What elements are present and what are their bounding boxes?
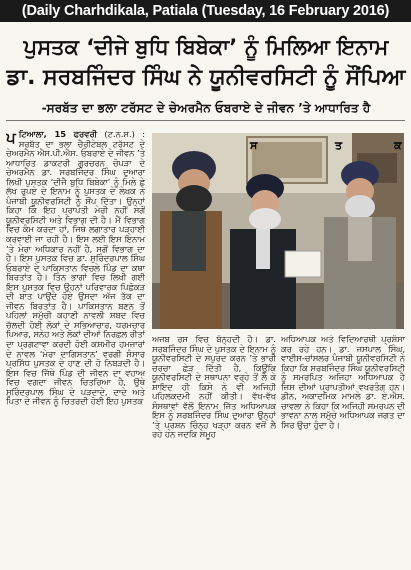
photo-mark-1: ਸ bbox=[250, 139, 258, 152]
headline-line-1: ਪੁਸਤਕ ‘ਦੀਜੇ ਬੁਧਿ ਬਿਬੇਕਾ’ ਨੂੰ ਮਿਲਿਆ ਇਨਾਮ bbox=[23, 35, 389, 59]
photo-mark-3: ਕ bbox=[394, 139, 402, 152]
article-column-1 bbox=[6, 130, 145, 566]
article-text-column-3: ਅਧਿਆਪਕ ਅਤੇ ਵਿਦਿਆਰਥੀ ਪ੍ਰਸ਼ੰਸਾ ਕਰ ਰਹੇ ਹਨ। ਡਾ. ਜਸਪਾਲ ਸਿੰਘ, ਵਾਈਸ-ਚਾਂਸਲਰ ਪੰਜਾਬੀ ਯੂਨੀਵਰਸਿਟੀ ਨੇ ਕਿਹਾ ਕਿ ਸਰਬਜਿੰਦਰ ਸਿੰਘ ਯੂਨੀਵਰਸਿਟੀ ਨੂੰ ਸਮਰਪਿਤ ਅਜਿਹਾ ਅਧਿਆਪਕ ਹੈ ਜਿਸ ਦੀਆਂ ਪ੍ਰਾਪਤੀਆਂ ਵਖਰਤੰਗ ਹਨ। ਡੀਨ, ਅਕਾਦਮਿਕ ਮਾਮਲੇ ਡਾ. ਏ.ਐਸ. ਚਾਵਲਾ ਨੇ ਕਿਹਾ ਕਿ ਅਜਿਹੀ ਸਮਰਪਨ ਦੀ ਭਾਵਨਾ ਨਾਲ ਸਮੁੱਚੇ ਅਧਿਆਪਕ ਜਗਤ ਦਾ ਸਿਰ ਉਚਾ ਹੁੰਦਾ ਹੈ। bbox=[281, 335, 405, 430]
article-column-2 bbox=[152, 335, 276, 565]
photo-mark-2: ਤ bbox=[335, 139, 343, 152]
article-column-3 bbox=[281, 335, 405, 565]
dateline: ਟਿਆਲਾ, 15 ਫਰਵਰੀ bbox=[18, 130, 98, 139]
headline-line-2: ਡਾ. ਸਰਬਜਿੰਦਰ ਸਿੰਘ ਨੇ ਯੂਨੀਵਰਸਿਟੀ ਨੂੰ ਸੌਂਪਿਆ bbox=[6, 65, 406, 90]
subheadline-divider bbox=[6, 120, 405, 121]
newspaper-masthead: (Daily Charhdikala, Patiala (Tuesday, 16 February 2016) bbox=[0, 0, 411, 22]
article-text-column-2: ਅਜਬ ਰਸ ਵਿਚ ਬੰਨ੍ਹਦੀ ਹੈ। ਡਾ. ਸਰਬਜਿੰਦਰ ਸਿੰਘ ਦੇ ਪੁਸਤਕ ਦੇ ਇਨਾਮ ਨੂੰ ਯੂਨੀਵਰਸਿਟੀ ਦੇ ਸਪੁਰਦ ਕਰਨ ’ਤੇ ਭਾਰੀ ਚਰਚਾ ਛੇੜ ਦਿੱਤੀ ਹੈ, ਕਿਉਂਕਿ ਯੂਨੀਵਰਸਿਟੀ ਦੇ ਸਥਾਪਨਾ ਵਰ੍ਹੇ ਤੋਂ ਲੈ ਕੇ ਸ਼ਾਇਦ ਹੀ ਕਿਸੇ ਨੇ ਵੀ ਅਜਿਹੀ ਪਹਿਲਕਦਮੀ ਨਹੀਂ ਕੀਤੀ। ਵੱਖ-ਵੱਖ ਸੰਸਥਾਵਾਂ ਵੱਲੋਂ ਇਨਾਮ ਜਿੱਤ ਅਧਿਆਪਕ ਇਸ ਨੂੰ ਸਰਬਜਿੰਦਰ ਸਿੰਘ ਦੁਆਰਾ ਉਨ੍ਹਾਂ ’ਤੇ ਪ੍ਰਸ਼ਨ ਚਿੰਨ੍ਹ ਖੜ੍ਹਾ ਕਰਨ ਵਜੋਂ ਲੈ ਰਹੇ ਹਨ ਜਦਕਿ ਸਮੂਹ bbox=[152, 335, 276, 440]
drop-cap: ਪ bbox=[6, 130, 16, 147]
news-photo bbox=[152, 133, 404, 329]
article-text-column-1: (ਟ.ਨ.ਸ.) : ਸਰਬੱਤ ਦਾ ਭਲਾ ਚੈਰੀਟੇਬਲ ਟਰੱਸਟ ਦੇ ਚੇਅਰਮੈਨ ਐਸ.ਪੀ.ਐਸ. ਓਬਰਾਏ ਦੇ ਜੀਵਨ ’ਤੇ ਆਧਾਰਿਤ ਡਾਕਟਰੀ ਗੁਰਚਰਨ ਚੋਪੜਾ ਦੇ ਚੇਅਰਮੈਨ ਡਾ. ਸਰਬਜਿੰਦਰ ਸਿੰਘ ਦੁਆਰਾ ਲਿਖੀ ਪੁਸਤਕ ‘ਦੀਜੈ ਬੁਧਿ ਬਿਬੇਕਾ’ ਨੂੰ ਮਿਲੇ ਛੇ ਲੱਖ ਰੁਪਏ ਦੇ ਇਨਾਮ ਨੂੰ ਪੁਸਤਕ ਦੇ ਲੇਖਕ ਨੇ ਪੰਜਾਬੀ ਯੂਨੀਵਰਸਿਟੀ ਨੂੰ ਸੌਂਪ ਦਿੱਤਾ। ਉਨ੍ਹਾਂ ਕਿਹਾ ਕਿ ਇਹ ਪ੍ਰਾਪਤੀ ਮੇਰੀ ਨਹੀਂ ਸਗੋਂ ਯੂਨੀਵਰਸਿਟੀ ਅਤੇ ਵਿਭਾਗ ਦੀ ਹੈ। ਮੈਂ ਵਿਭਾਗ ਵਿਚ ਕੰਮ ਕਰਦਾ ਹਾਂ, ਜਿਥੇ ਲਗਾਤਾਰ ਪੜ੍ਹਾਈ ਕਰਵਾਈ ਜਾ ਰਹੀ ਹੈ। ਇਸ ਲਈ ਇਸ ਇਨਾਮ ’ਤੇ ਮੇਰਾ ਅਧਿਕਾਰ ਨਹੀਂ ਹੈ, ਸਗੋਂ ਵਿਭਾਗ ਦਾ ਹੈ। ਇਸ ਪੁਸਤਕ ਵਿਚ ਡਾ. ਸੁਰਿੰਦਰਪਾਲ ਸਿੰਘ ਓਬਰਾਏ ਦੇ ਪਾਕਿਸਤਾਨ ਵਿਚਲੇ ਪਿੰਡ ਦਾ ਕਥਾ ਬਿਰਤਾਂਤ ਹੈ। ਤਿੰਨ ਭਾਗਾਂ ਵਿਚ ਲਿਖੀ ਗਈ ਇਸ ਪੁਸਤਕ ਵਿਚ ਉਹਨਾਂ ਪਰਿਵਾਰਕ ਪਿਛੋਕੜ ਦੀ ਬਾਤ ਪਾਉਂਦੇ ਹੋਏ ਉਸਦਾ ਅੱਜ ਤੱਕ ਦਾ ਜੀਵਨ ਬਿਰਤਾਂਤ ਹੈ। ਪਾਕਿਸਤਾਨ ਬਣਨ ਤੋਂ ਪਹਿਲਾਂ ਸਮੁੱਚੀ ਕਹਾਣੀ ਨਾਵਲੀ ਸ਼ਬਦ ਵਿਚ ਚੱਲਦੀ ਹੋਈ ਲੋਕਾਂ ਦੇ ਸਭਿਆਚਾਰ, ਧਰਮਚਾਰ ਪਿਆਰ, ਸਨੇਹ ਅਤੇ ਲੋਕਾਂ ਦੀਆਂ ਨਿਰਛਲ ਰੀਤਾਂ ਦਾ ਪ੍ਰਗਟਾਵਾ ਕਰਦੀ ਹੋਈ ਕਸ਼ਮੀਰ ਹਮਜ਼ਾਰਾਂ ਦੇ ਨਾਵਲ ‘ਮੇਰਾ ਦਾਗਿਸਤਾਨ’ ਵਰਗੀ ਸੰਸਾਰ ਪ੍ਰਸਿੱਧ ਪੁਸਤਕ ਦੇ ਹਾਣ ਦੀ ਹੋ ਨਿਬੜਦੀ ਹੈ। ਇਸ ਵਿਚ ਜਿੱਥੇ ਪਿੰਡ ਦੀ ਜੀਵਨ ਦਾ ਵਹਾਅ ਵਿਚ ਵਗਦਾ ਜੀਵਨ ਚਿਤਰਿਆ ਹੈ, ਉਥੇ ਸੁਰਿੰਦਰਪਾਲ ਸਿੰਘ ਦੇ ਪੜਦਾਦੇ, ਦਾਦੇ ਅਤੇ ਪਿਤਾ ਦੇ ਜੀਵਨ ਨੂੰ ਚਿਤਰਦੀ ਹੋਈ ਇਹ ਪੁਸਤਕ bbox=[6, 130, 145, 407]
subheadline: -ਸਰਬੱਤ ਦਾ ਭਲਾ ਟਰੱਸਟ ਦੇ ਚੇਅਰਮੈਨ ਓਬਰਾਏ ਦੇ ਜੀਵਨ ’ਤੇ ਆਧਾਰਿਤ ਹੈ bbox=[41, 101, 371, 115]
